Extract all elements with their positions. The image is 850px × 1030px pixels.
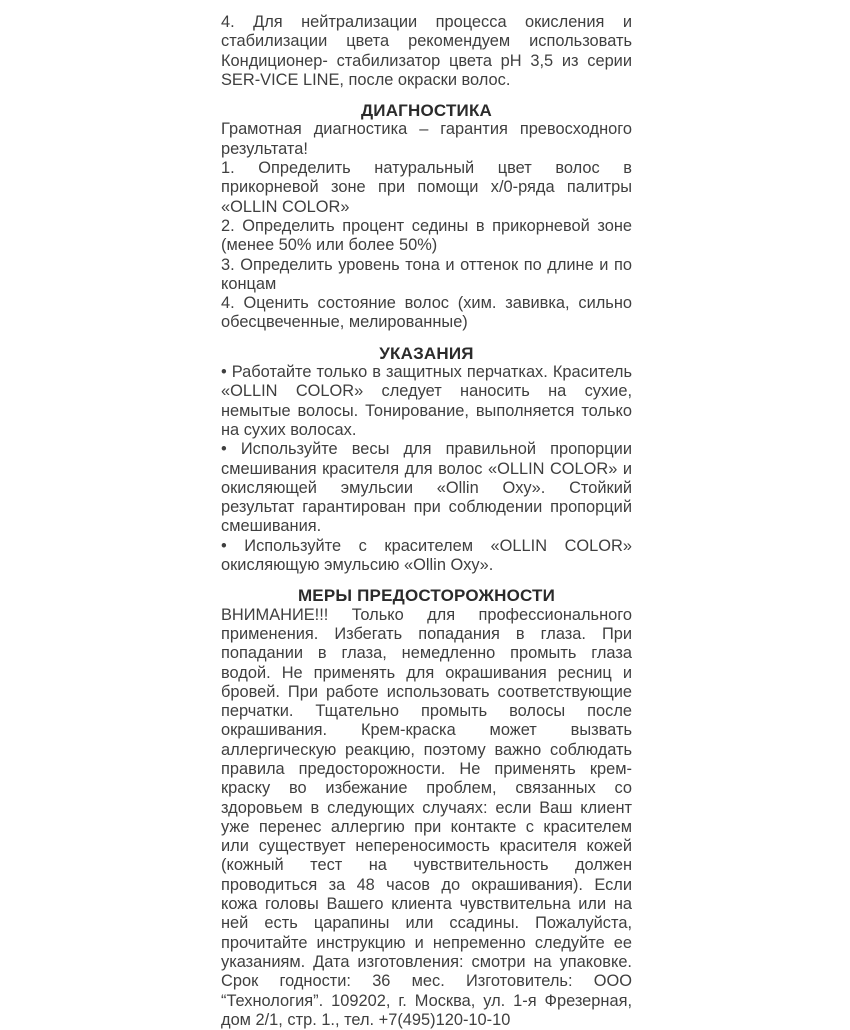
instructions-heading: УКАЗАНИЯ [379,343,474,363]
diagnostics-lead: Грамотная диагностика – гарантия превосходного результата! [221,120,632,158]
diagnostics-step-4: 4. Оценить состояние волос (хим. завивка, сильно обесцвеченные, мелированные) [221,294,632,332]
instructions-bullet-3: • Используйте с красителем «OLLIN COLOR» окисляющую эмульсию «Ollin Oxy». [221,536,632,575]
diagnostics-heading: ДИАГНОСТИКА [360,101,493,121]
instructions-bullet-1: • Работайте только в защитных перчатках. Краситель «OLLIN COLOR» следует наносить на сухие, немытые волосы. Тонирование, выполняется только на сухих волосах. [221,363,632,439]
precautions-heading: МЕРЫ ПРЕДОСТОРОЖНОСТИ [297,586,556,606]
instructions-bullet-2: • Используйте весы для правильной пропорции смешивания красителя для волос «OLLIN COLOR» и окисляющей эмульсии «Ollin Oxy». Стойкий результат гарантирован при соблюдении пропорций смешивания. [221,440,632,536]
diagnostics-step-1: 1. Определить натуральный цвет волос в прикорневой зоне при помощи х/0-ряда палитры «OLLIN COLOR» [221,159,632,216]
intro-paragraph: 4. Для нейтрализации процесса окисления и стабилизации цвета рекомендуем использовать Кондиционер- стабилизатор цвета pH 3,5 из серии SER-VICE LINE, после окраски волос. [221,13,632,89]
precautions-paragraph: ВНИМАНИЕ!!! Только для профессионального применения. Избегать попадания в глаза. При попадании в глаза, немедленно промыть глаза водой. Не применять для окрашивания ресниц и бровей. При работе использовать соответствующие перчатки. Тщательно промыть волосы после окрашивания. Крем-краска может вызвать аллергическую реакцию, поэтому важно соблюдать правила предосторожности. Не применять крем-краску во избежание проблем, связанных со здоровьем в следующих случаях: если Ваш клиент уже перенес аллергию при контакте с красителем или существует непереносимость красителя кожей (кожный тест на чувствительность должен проводиться за 48 часов до окрашивания). Если кожа головы Вашего клиента чувствительна или на ней есть царапины или ссадины. Пожалуйста, прочитайте инструкцию и непременно следуйте ее указаниям. Дата изготовления: смотри на упаковке. Срок годности: 36 мес. Изготовитель: ООО “Технология”. 109202, г. Москва, ул. 1-я Фрезерная, дом 2/1, стр. 1., тел. +7(495)120-10-10 [221,605,632,1029]
text-column [221,13,632,1030]
diagnostics-step-2: 2. Определить процент седины в прикорневой зоне (менее 50% или более 50%) [221,216,632,255]
diagnostics-step-3: 3. Определить уровень тона и оттенок по длине и по концам [221,255,632,293]
